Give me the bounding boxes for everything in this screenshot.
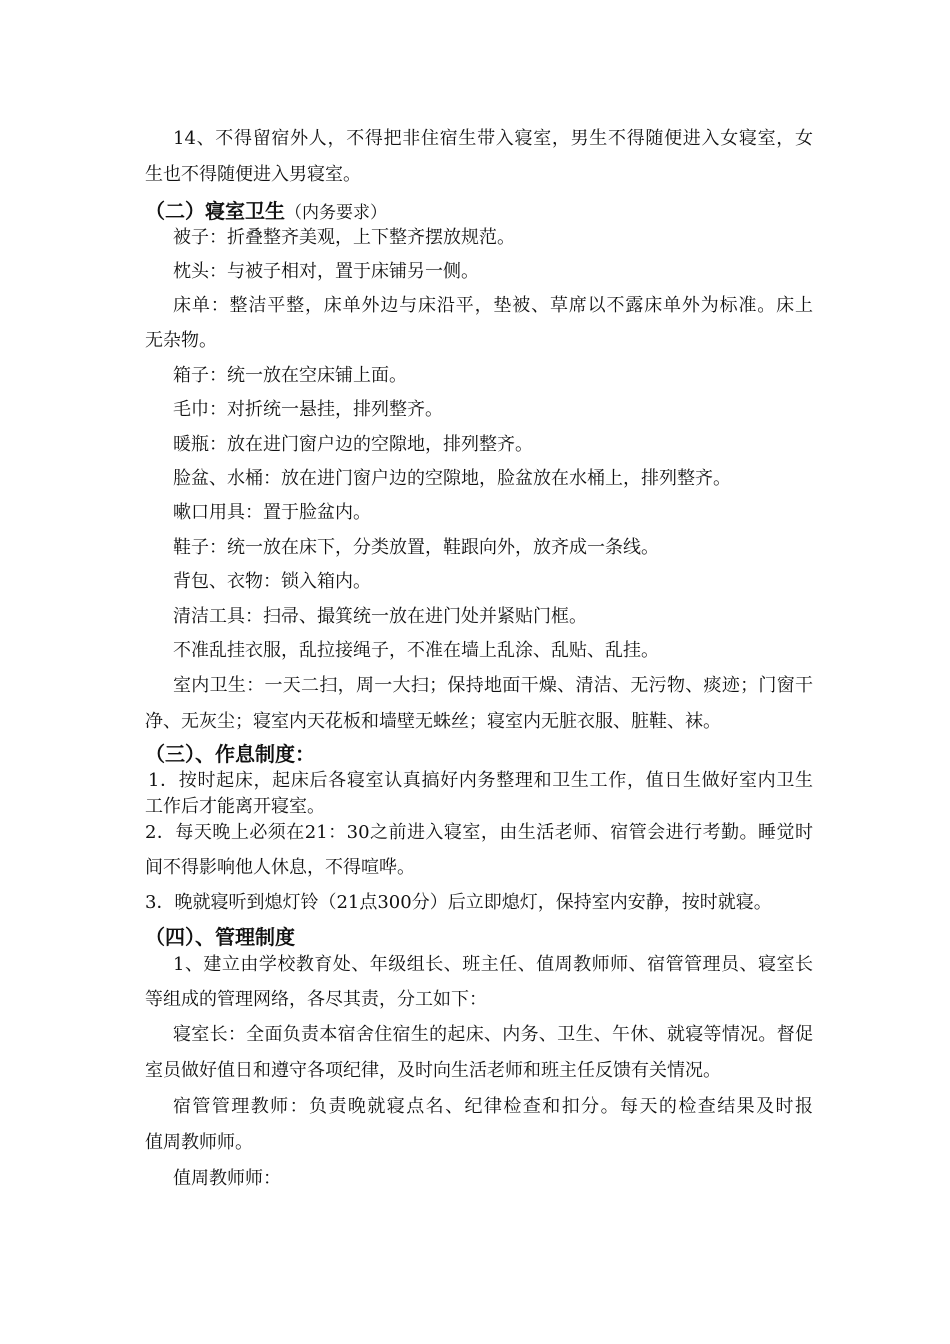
- paragraph-line: 无杂物。: [145, 330, 217, 351]
- section-heading-management: （四）、管理制度: [145, 925, 295, 949]
- paragraph-line: 室员做好值日和遵守各项纪律，及时向生活老师和班主任反馈有关情况。: [145, 1060, 721, 1081]
- paragraph-line: 背包、衣物：锁入箱内。: [173, 571, 371, 592]
- section-heading-schedule: （三）、作息制度：: [145, 742, 315, 766]
- paragraph-line: 值周教师师。: [145, 1132, 253, 1153]
- paragraph-line: 被子：折叠整齐美观，上下整齐摆放规范。: [173, 227, 515, 248]
- paragraph-line: 生也不得随便进入男寝室。: [145, 164, 361, 185]
- section-heading-hygiene: （二）寝室卫生（内务要求）: [145, 199, 387, 223]
- paragraph-line: 间不得影响他人休息，不得喧哗。: [145, 857, 415, 878]
- paragraph-line: 床单：整洁平整，床单外边与床沿平，垫被、草席以不露床单外为标准。床上: [173, 295, 813, 316]
- paragraph-line: 2．每天晚上必须在21：30之前进入寝室，由生活老师、宿管会进行考勤。睡觉时: [145, 822, 813, 843]
- paragraph-line: 嗽口用具：置于脸盆内。: [173, 502, 371, 523]
- paragraph-line: 清洁工具：扫帚、撮箕统一放在进门处并紧贴门框。: [173, 606, 587, 627]
- paragraph-line: 不准乱挂衣服，乱拉接绳子，不准在墙上乱涂、乱贴、乱挂。: [173, 640, 659, 661]
- paragraph-line: 寝室长：全面负责本宿舍住宿生的起床、内务、卫生、午休、就寝等情况。督促: [173, 1024, 813, 1045]
- paragraph-line: 宿管管理教师：负责晚就寝点名、纪律检查和扣分。每天的检查结果及时报: [173, 1096, 813, 1117]
- paragraph-line: 脸盆、水桶：放在进门窗户边的空隙地，脸盆放在水桶上，排列整齐。: [173, 468, 731, 489]
- paragraph-line: 鞋子：统一放在床下，分类放置，鞋跟向外，放齐成一条线。: [173, 537, 659, 558]
- paragraph-line: 1．按时起床，起床后各寝室认真搞好内务整理和卫生工作，值日生做好室内卫生: [148, 770, 813, 791]
- paragraph-line: 14、不得留宿外人，不得把非住宿生带入寝室，男生不得随便进入女寝室，女: [173, 128, 813, 149]
- paragraph-line: 等组成的管理网络，各尽其责，分工如下：: [145, 989, 487, 1010]
- paragraph-line: 室内卫生：一天二扫，周一大扫；保持地面干燥、清洁、无污物、痰迹；门窗干: [173, 675, 813, 696]
- paragraph-line: 箱子：统一放在空床铺上面。: [173, 365, 407, 386]
- paragraph-line: 3．晚就寝听到熄灯铃（21点300分）后立即熄灯，保持室内安静，按时就寝。: [145, 892, 772, 913]
- paragraph-line: 暖瓶：放在进门窗户边的空隙地，排列整齐。: [173, 434, 533, 455]
- paragraph-line: 1、建立由学校教育处、年级组长、班主任、值周教师师、宿管管理员、寝室长: [173, 954, 813, 975]
- paragraph-line: 毛巾：对折统一悬挂，排列整齐。: [173, 399, 443, 420]
- paragraph-line: 净、无灰尘；寝室内天花板和墙壁无蛛丝；寝室内无脏衣服、脏鞋、袜。: [145, 711, 721, 732]
- paragraph-line: 工作后才能离开寝室。: [145, 796, 325, 817]
- paragraph-line: 枕头：与被子相对，置于床铺另一侧。: [173, 261, 479, 282]
- paragraph-line: 值周教师师：: [173, 1168, 281, 1189]
